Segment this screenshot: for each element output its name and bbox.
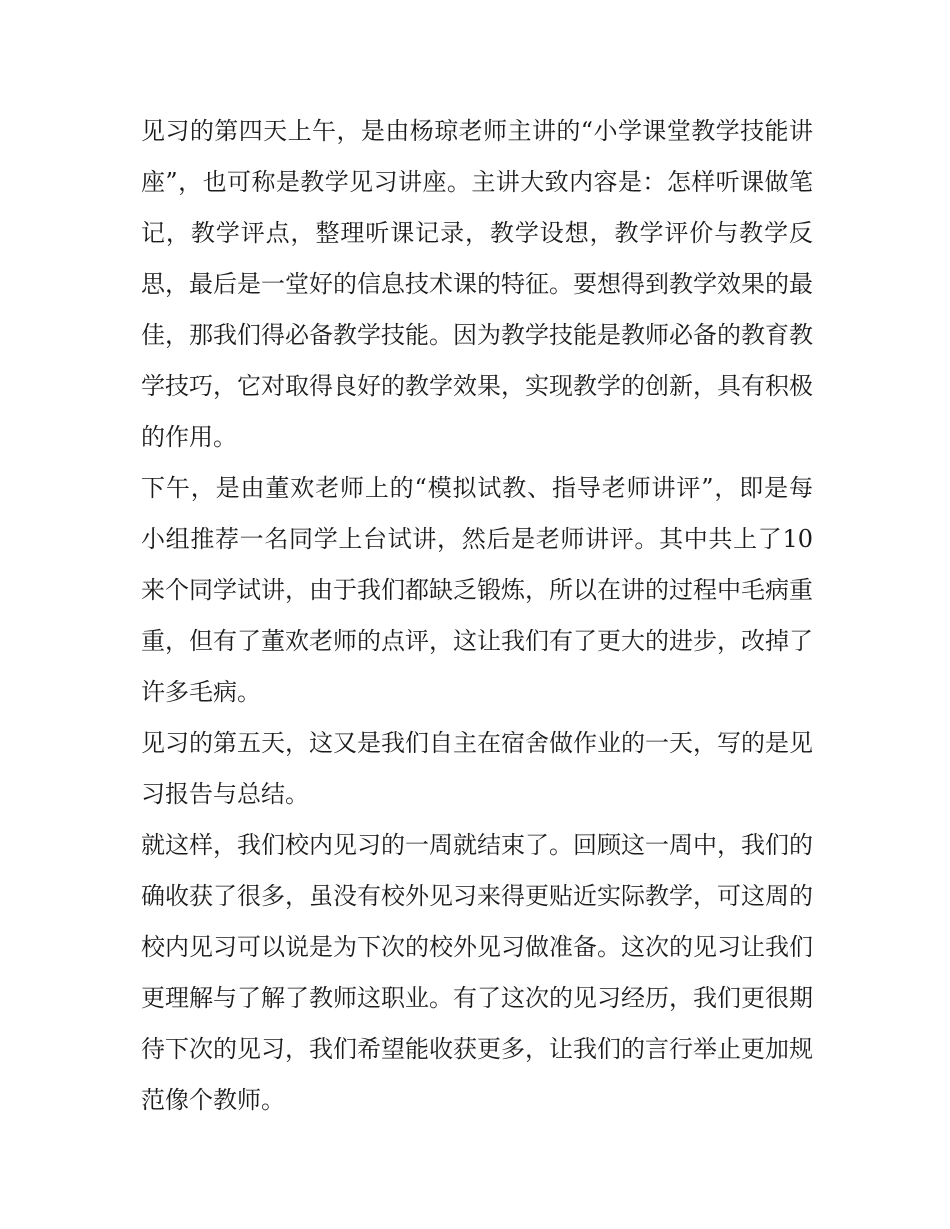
paragraph-summary: 就这样，我们校内见习的一周就结束了。回顾这一周中，我们的确收获了很多，虽没有校外见习来得更贴近实际教学，可这周的校内见习可以说是为下次的校外见习做准备。这次的见习让我们更理解与了解了教师这职业。有了这次的见习经历，我们更很期待下次的见习，我们希望能收获更多，让我们的言行举止更加规范像个教师。 — [141, 831, 813, 1114]
paragraph-day-five: 见习的第五天，这又是我们自主在宿舍做作业的一天，写的是见习报告与总结。 — [141, 729, 813, 808]
paragraph-day-four-morning: 见习的第四天上午，是由杨琼老师主讲的“小学课堂教学技能讲座”，也可称是教学见习讲座。主讲大致内容是：怎样听课做笔记，教学评点，整理听课记录，教学设想，教学评价与教学反思，最后是一堂好的信息技术课的特征。要想得到教学效果的最佳，那我们得必备教学技能。因为教学技能是教师必备的教育教学技巧，它对取得良好的教学效果，实现教学的创新，具有积极的作用。 — [141, 117, 813, 451]
paragraph-afternoon-trial-teaching: 下午，是由董欢老师上的“模拟试教、指导老师讲评”，即是每小组推荐一名同学上台试讲，然后是老师讲评。其中共上了10来个同学试讲，由于我们都缺乏锻炼，所以在讲的过程中毛病重重，但有了董欢老师的点评，这让我们有了更大的进步，改掉了许多毛病。 — [141, 474, 813, 706]
document-body — [141, 106, 813, 1126]
